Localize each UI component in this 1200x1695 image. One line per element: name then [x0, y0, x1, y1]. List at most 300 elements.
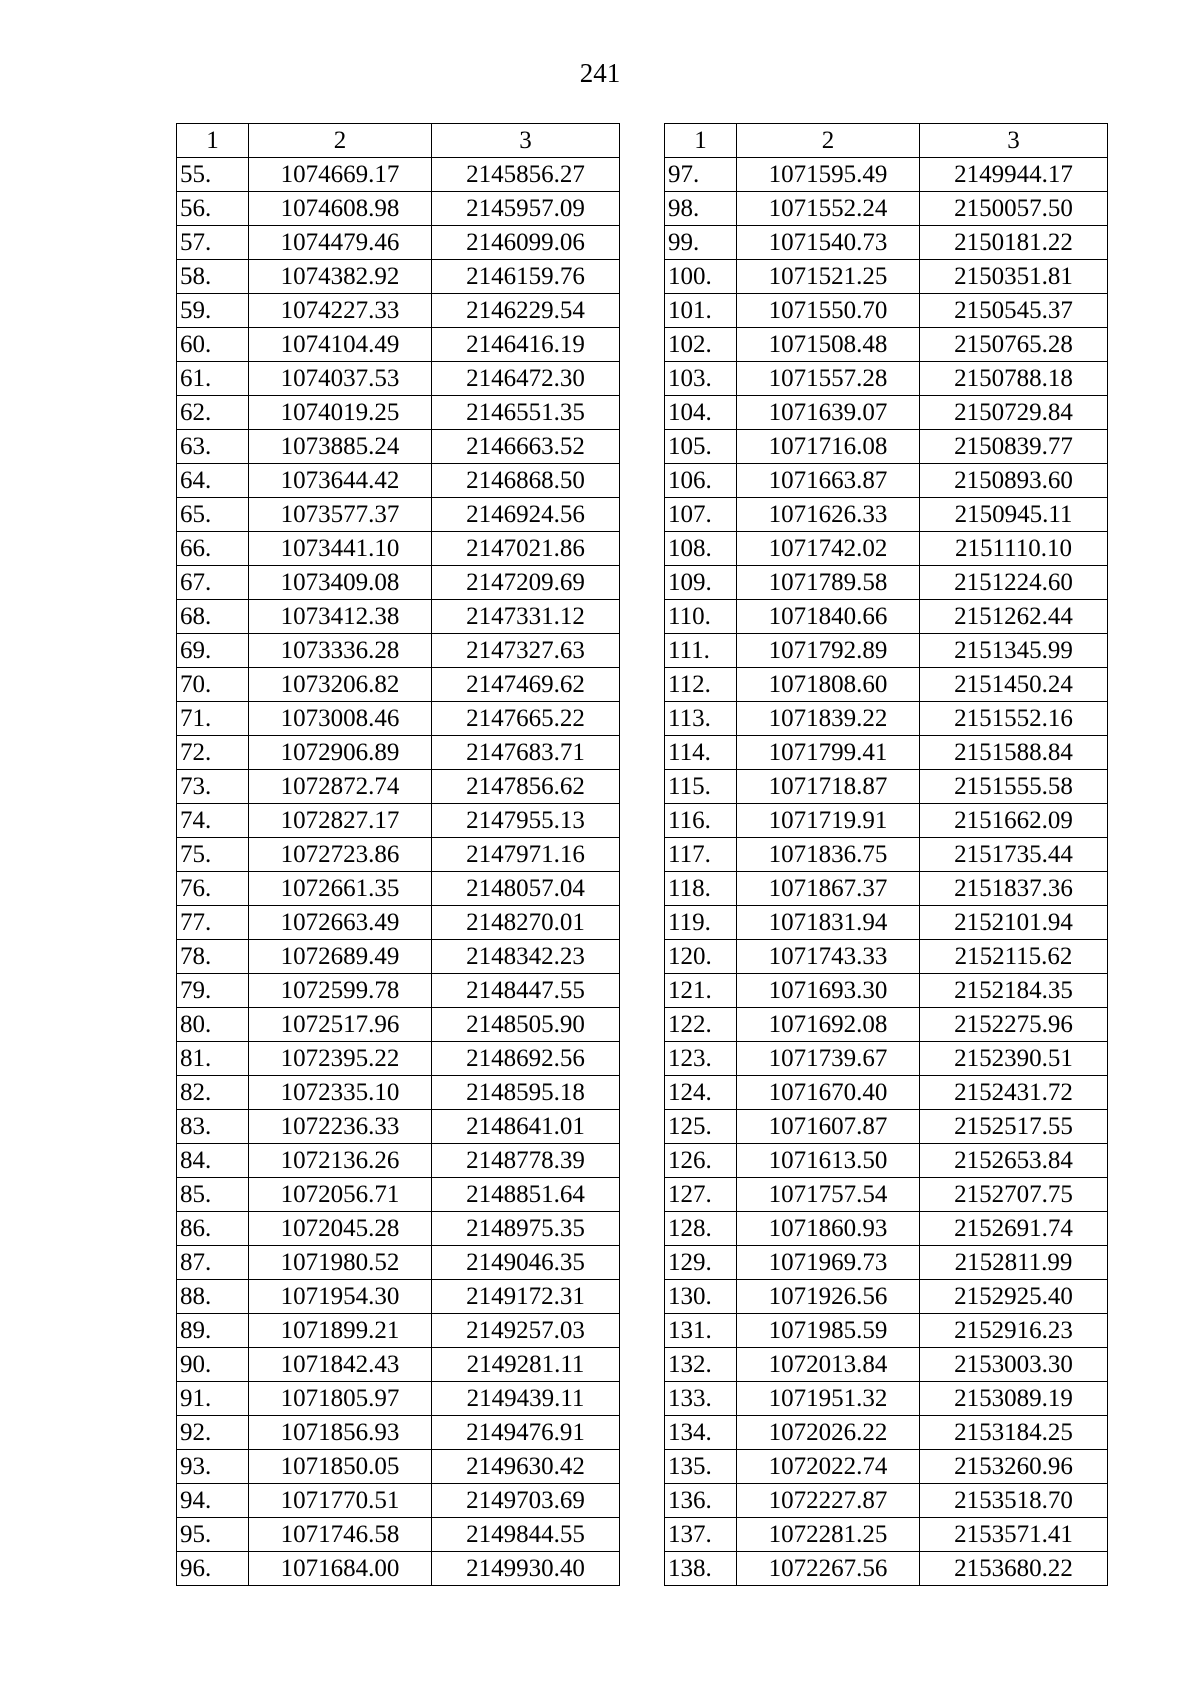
table-row — [177, 1314, 620, 1348]
point-number-cell: 100. — [665, 260, 737, 294]
coordinate-x-cell: 1071607.87 — [737, 1110, 920, 1144]
point-number-cell: 68. — [177, 600, 249, 634]
coordinate-y-cell: 2146868.50 — [432, 464, 620, 498]
table-row — [665, 804, 1108, 838]
table-row — [177, 1144, 620, 1178]
table-row — [665, 872, 1108, 906]
coordinate-y-cell: 2150181.22 — [920, 226, 1108, 260]
coordinate-y-cell: 2147856.62 — [432, 770, 620, 804]
coordinate-x-cell: 1071839.22 — [737, 702, 920, 736]
table-header-row — [665, 124, 1108, 158]
coordinate-y-cell: 2146551.35 — [432, 396, 620, 430]
coordinate-y-cell: 2148270.01 — [432, 906, 620, 940]
coordinate-y-cell: 2152925.40 — [920, 1280, 1108, 1314]
coordinate-x-cell: 1071557.28 — [737, 362, 920, 396]
coordinate-y-cell: 2150945.11 — [920, 498, 1108, 532]
coordinate-x-cell: 1072661.35 — [249, 872, 432, 906]
coordinate-x-cell: 1074037.53 — [249, 362, 432, 396]
coordinate-y-cell: 2147683.71 — [432, 736, 620, 770]
coordinate-x-cell: 1072281.25 — [737, 1518, 920, 1552]
point-number-cell: 85. — [177, 1178, 249, 1212]
table-row — [177, 804, 620, 838]
point-number-cell: 80. — [177, 1008, 249, 1042]
table-row — [665, 226, 1108, 260]
coordinate-x-cell: 1071850.05 — [249, 1450, 432, 1484]
point-number-cell: 74. — [177, 804, 249, 838]
table-row — [665, 532, 1108, 566]
coordinate-y-cell: 2149257.03 — [432, 1314, 620, 1348]
coordinate-x-cell: 1074608.98 — [249, 192, 432, 226]
point-number-cell: 128. — [665, 1212, 737, 1246]
coordinate-y-cell: 2151588.84 — [920, 736, 1108, 770]
point-number-cell: 84. — [177, 1144, 249, 1178]
coordinate-x-cell: 1071757.54 — [737, 1178, 920, 1212]
coordinate-y-cell: 2149281.11 — [432, 1348, 620, 1382]
table-row — [665, 362, 1108, 396]
point-number-cell: 70. — [177, 668, 249, 702]
table-row — [665, 940, 1108, 974]
point-number-cell: 105. — [665, 430, 737, 464]
coordinate-x-cell: 1071692.08 — [737, 1008, 920, 1042]
point-number-cell: 91. — [177, 1382, 249, 1416]
coordinate-y-cell: 2151837.36 — [920, 872, 1108, 906]
coordinate-x-cell: 1071550.70 — [737, 294, 920, 328]
coordinate-y-cell: 2146924.56 — [432, 498, 620, 532]
point-number-cell: 122. — [665, 1008, 737, 1042]
coordinate-x-cell: 1071789.58 — [737, 566, 920, 600]
point-number-cell: 76. — [177, 872, 249, 906]
table-row — [177, 532, 620, 566]
coordinate-x-cell: 1072663.49 — [249, 906, 432, 940]
coordinate-y-cell: 2150893.60 — [920, 464, 1108, 498]
table-row — [665, 668, 1108, 702]
coordinate-x-cell: 1071954.30 — [249, 1280, 432, 1314]
coordinate-x-cell: 1071899.21 — [249, 1314, 432, 1348]
coordinate-x-cell: 1071613.50 — [737, 1144, 920, 1178]
table-row — [177, 1382, 620, 1416]
point-number-cell: 129. — [665, 1246, 737, 1280]
table-row — [665, 1042, 1108, 1076]
table-row — [665, 1348, 1108, 1382]
coordinate-y-cell: 2152101.94 — [920, 906, 1108, 940]
coordinate-y-cell: 2151110.10 — [920, 532, 1108, 566]
table-row — [177, 702, 620, 736]
point-number-cell: 131. — [665, 1314, 737, 1348]
table-row — [665, 974, 1108, 1008]
coordinate-x-cell: 1072236.33 — [249, 1110, 432, 1144]
coordinate-y-cell: 2151552.16 — [920, 702, 1108, 736]
coordinate-y-cell: 2151555.58 — [920, 770, 1108, 804]
table-row — [177, 158, 620, 192]
table-row — [177, 906, 620, 940]
coordinate-x-cell: 1071842.43 — [249, 1348, 432, 1382]
coordinate-x-cell: 1074019.25 — [249, 396, 432, 430]
table-row — [665, 192, 1108, 226]
coordinate-y-cell: 2150351.81 — [920, 260, 1108, 294]
table-row — [177, 566, 620, 600]
point-number-cell: 93. — [177, 1450, 249, 1484]
coordinate-x-cell: 1071980.52 — [249, 1246, 432, 1280]
coordinate-x-cell: 1071969.73 — [737, 1246, 920, 1280]
table-row — [665, 736, 1108, 770]
coordinate-y-cell: 2146099.06 — [432, 226, 620, 260]
table-row — [177, 1246, 620, 1280]
coordinate-x-cell: 1072395.22 — [249, 1042, 432, 1076]
coordinate-x-cell: 1071831.94 — [737, 906, 920, 940]
table-row — [665, 838, 1108, 872]
point-number-cell: 116. — [665, 804, 737, 838]
point-number-cell: 136. — [665, 1484, 737, 1518]
coordinate-x-cell: 1071719.91 — [737, 804, 920, 838]
point-number-cell: 104. — [665, 396, 737, 430]
table-row — [665, 464, 1108, 498]
column-header: 2 — [737, 124, 920, 158]
coordinate-y-cell: 2147665.22 — [432, 702, 620, 736]
coordinate-x-cell: 1071805.97 — [249, 1382, 432, 1416]
coordinate-x-cell: 1073336.28 — [249, 634, 432, 668]
coordinate-y-cell: 2145856.27 — [432, 158, 620, 192]
point-number-cell: 56. — [177, 192, 249, 226]
coordinate-x-cell: 1071746.58 — [249, 1518, 432, 1552]
point-number-cell: 124. — [665, 1076, 737, 1110]
table-row — [665, 1484, 1108, 1518]
point-number-cell: 75. — [177, 838, 249, 872]
point-number-cell: 71. — [177, 702, 249, 736]
coordinate-y-cell: 2150839.77 — [920, 430, 1108, 464]
coordinate-y-cell: 2150788.18 — [920, 362, 1108, 396]
table-row — [177, 634, 620, 668]
point-number-cell: 103. — [665, 362, 737, 396]
table-row — [177, 1008, 620, 1042]
coordinate-x-cell: 1074382.92 — [249, 260, 432, 294]
point-number-cell: 87. — [177, 1246, 249, 1280]
coordinate-y-cell: 2149476.91 — [432, 1416, 620, 1450]
table-row — [665, 1246, 1108, 1280]
point-number-cell: 110. — [665, 600, 737, 634]
coordinate-y-cell: 2147955.13 — [432, 804, 620, 838]
table-row — [665, 906, 1108, 940]
coordinate-y-cell: 2146229.54 — [432, 294, 620, 328]
point-number-cell: 101. — [665, 294, 737, 328]
point-number-cell: 58. — [177, 260, 249, 294]
table-row — [665, 328, 1108, 362]
coordinate-y-cell: 2148505.90 — [432, 1008, 620, 1042]
coordinate-y-cell: 2152916.23 — [920, 1314, 1108, 1348]
coordinate-y-cell: 2146472.30 — [432, 362, 620, 396]
coordinate-x-cell: 1072013.84 — [737, 1348, 920, 1382]
point-number-cell: 138. — [665, 1552, 737, 1586]
coordinate-x-cell: 1072827.17 — [249, 804, 432, 838]
table-row — [177, 192, 620, 226]
coordinate-x-cell: 1072136.26 — [249, 1144, 432, 1178]
table-row — [177, 1348, 620, 1382]
point-number-cell: 94. — [177, 1484, 249, 1518]
coordinate-y-cell: 2153680.22 — [920, 1552, 1108, 1586]
coordinate-x-cell: 1071684.00 — [249, 1552, 432, 1586]
coordinate-y-cell: 2148851.64 — [432, 1178, 620, 1212]
coordinate-x-cell: 1072723.86 — [249, 838, 432, 872]
coordinate-x-cell: 1072599.78 — [249, 974, 432, 1008]
table-row — [177, 396, 620, 430]
coordinate-y-cell: 2152653.84 — [920, 1144, 1108, 1178]
coordinate-y-cell: 2152275.96 — [920, 1008, 1108, 1042]
table-row — [665, 1450, 1108, 1484]
coordinate-y-cell: 2151345.99 — [920, 634, 1108, 668]
table-row — [177, 1076, 620, 1110]
coordinate-x-cell: 1071595.49 — [737, 158, 920, 192]
coordinate-x-cell: 1071867.37 — [737, 872, 920, 906]
coordinate-y-cell: 2148975.35 — [432, 1212, 620, 1246]
table-row — [665, 1076, 1108, 1110]
table-row — [665, 430, 1108, 464]
table-row — [665, 600, 1108, 634]
coordinate-y-cell: 2146159.76 — [432, 260, 620, 294]
coordinate-y-cell: 2151262.44 — [920, 600, 1108, 634]
table-row — [177, 1280, 620, 1314]
table-row — [177, 1518, 620, 1552]
table-row — [665, 1110, 1108, 1144]
coordinate-y-cell: 2147971.16 — [432, 838, 620, 872]
coordinate-y-cell: 2146416.19 — [432, 328, 620, 362]
column-header: 2 — [249, 124, 432, 158]
coordinate-y-cell: 2148447.55 — [432, 974, 620, 1008]
coordinate-y-cell: 2148692.56 — [432, 1042, 620, 1076]
table-row — [177, 770, 620, 804]
table-row — [177, 872, 620, 906]
coordinate-x-cell: 1071840.66 — [737, 600, 920, 634]
coordinate-x-cell: 1071836.75 — [737, 838, 920, 872]
point-number-cell: 99. — [665, 226, 737, 260]
point-number-cell: 119. — [665, 906, 737, 940]
coordinate-x-cell: 1071792.89 — [737, 634, 920, 668]
coordinate-y-cell: 2149944.17 — [920, 158, 1108, 192]
coordinate-x-cell: 1072022.74 — [737, 1450, 920, 1484]
point-number-cell: 64. — [177, 464, 249, 498]
coordinate-y-cell: 2151662.09 — [920, 804, 1108, 838]
coordinate-y-cell: 2153260.96 — [920, 1450, 1108, 1484]
point-number-cell: 113. — [665, 702, 737, 736]
table-row — [177, 940, 620, 974]
coordinate-y-cell: 2149439.11 — [432, 1382, 620, 1416]
point-number-cell: 90. — [177, 1348, 249, 1382]
coordinate-x-cell: 1072689.49 — [249, 940, 432, 974]
coordinate-x-cell: 1073008.46 — [249, 702, 432, 736]
table-row — [177, 1416, 620, 1450]
point-number-cell: 72. — [177, 736, 249, 770]
coordinate-x-cell: 1071743.33 — [737, 940, 920, 974]
coordinate-y-cell: 2152811.99 — [920, 1246, 1108, 1280]
coordinate-x-cell: 1071639.07 — [737, 396, 920, 430]
point-number-cell: 115. — [665, 770, 737, 804]
table-row — [665, 1416, 1108, 1450]
coordinate-x-cell: 1071856.93 — [249, 1416, 432, 1450]
table-row — [177, 838, 620, 872]
point-number-cell: 108. — [665, 532, 737, 566]
point-number-cell: 79. — [177, 974, 249, 1008]
table-row — [177, 260, 620, 294]
point-number-cell: 97. — [665, 158, 737, 192]
point-number-cell: 106. — [665, 464, 737, 498]
table-row — [665, 396, 1108, 430]
table-row — [177, 736, 620, 770]
point-number-cell: 81. — [177, 1042, 249, 1076]
coordinate-y-cell: 2149703.69 — [432, 1484, 620, 1518]
point-number-cell: 117. — [665, 838, 737, 872]
table-header-row — [177, 124, 620, 158]
coordinate-x-cell: 1073412.38 — [249, 600, 432, 634]
table-row — [177, 1110, 620, 1144]
coordinate-x-cell: 1071926.56 — [737, 1280, 920, 1314]
coordinate-y-cell: 2147327.63 — [432, 634, 620, 668]
coordinate-x-cell: 1072056.71 — [249, 1178, 432, 1212]
table-row — [177, 668, 620, 702]
coordinate-x-cell: 1072517.96 — [249, 1008, 432, 1042]
table-row — [177, 1484, 620, 1518]
table-row — [665, 1178, 1108, 1212]
table-row — [177, 974, 620, 1008]
table-row — [177, 1042, 620, 1076]
table-row — [177, 362, 620, 396]
coordinate-y-cell: 2151450.24 — [920, 668, 1108, 702]
coordinate-y-cell: 2148595.18 — [432, 1076, 620, 1110]
point-number-cell: 126. — [665, 1144, 737, 1178]
coordinate-y-cell: 2149046.35 — [432, 1246, 620, 1280]
coordinate-y-cell: 2153003.30 — [920, 1348, 1108, 1382]
coordinate-x-cell: 1073885.24 — [249, 430, 432, 464]
coordinates-table-left — [176, 123, 620, 1586]
coordinate-y-cell: 2147469.62 — [432, 668, 620, 702]
coordinate-y-cell: 2147331.12 — [432, 600, 620, 634]
point-number-cell: 59. — [177, 294, 249, 328]
coordinate-x-cell: 1072227.87 — [737, 1484, 920, 1518]
point-number-cell: 133. — [665, 1382, 737, 1416]
coordinate-x-cell: 1071799.41 — [737, 736, 920, 770]
point-number-cell: 107. — [665, 498, 737, 532]
coordinate-y-cell: 2149930.40 — [432, 1552, 620, 1586]
point-number-cell: 69. — [177, 634, 249, 668]
coordinate-x-cell: 1071742.02 — [737, 532, 920, 566]
point-number-cell: 55. — [177, 158, 249, 192]
point-number-cell: 98. — [665, 192, 737, 226]
table-row — [665, 1382, 1108, 1416]
coordinate-y-cell: 2152431.72 — [920, 1076, 1108, 1110]
coordinate-y-cell: 2150057.50 — [920, 192, 1108, 226]
coordinate-y-cell: 2152184.35 — [920, 974, 1108, 1008]
point-number-cell: 82. — [177, 1076, 249, 1110]
point-number-cell: 111. — [665, 634, 737, 668]
point-number-cell: 135. — [665, 1450, 737, 1484]
coordinate-x-cell: 1072872.74 — [249, 770, 432, 804]
coordinate-y-cell: 2149630.42 — [432, 1450, 620, 1484]
column-header: 3 — [432, 124, 620, 158]
point-number-cell: 88. — [177, 1280, 249, 1314]
table-row — [177, 1178, 620, 1212]
point-number-cell: 57. — [177, 226, 249, 260]
coordinate-x-cell: 1071770.51 — [249, 1484, 432, 1518]
page-number: 241 — [579, 58, 621, 88]
coordinate-x-cell: 1071808.60 — [737, 668, 920, 702]
table-row — [177, 464, 620, 498]
point-number-cell: 67. — [177, 566, 249, 600]
point-number-cell: 78. — [177, 940, 249, 974]
coordinate-x-cell: 1073577.37 — [249, 498, 432, 532]
point-number-cell: 123. — [665, 1042, 737, 1076]
coordinate-x-cell: 1071860.93 — [737, 1212, 920, 1246]
coordinate-x-cell: 1072906.89 — [249, 736, 432, 770]
coordinate-y-cell: 2153571.41 — [920, 1518, 1108, 1552]
table-row — [177, 1552, 620, 1586]
point-number-cell: 62. — [177, 396, 249, 430]
coordinate-y-cell: 2150765.28 — [920, 328, 1108, 362]
coordinate-x-cell: 1071540.73 — [737, 226, 920, 260]
table-row — [665, 1212, 1108, 1246]
table-row — [177, 226, 620, 260]
table-row — [665, 294, 1108, 328]
coordinate-y-cell: 2148641.01 — [432, 1110, 620, 1144]
point-number-cell: 83. — [177, 1110, 249, 1144]
coordinate-x-cell: 1073206.82 — [249, 668, 432, 702]
coordinate-x-cell: 1074669.17 — [249, 158, 432, 192]
column-header: 3 — [920, 124, 1108, 158]
coordinate-x-cell: 1072335.10 — [249, 1076, 432, 1110]
coordinate-y-cell: 2147209.69 — [432, 566, 620, 600]
point-number-cell: 130. — [665, 1280, 737, 1314]
coordinate-x-cell: 1072267.56 — [737, 1552, 920, 1586]
point-number-cell: 95. — [177, 1518, 249, 1552]
point-number-cell: 89. — [177, 1314, 249, 1348]
table-row — [177, 600, 620, 634]
point-number-cell: 118. — [665, 872, 737, 906]
coordinate-y-cell: 2152691.74 — [920, 1212, 1108, 1246]
table-row — [665, 634, 1108, 668]
point-number-cell: 63. — [177, 430, 249, 464]
point-number-cell: 121. — [665, 974, 737, 1008]
point-number-cell: 73. — [177, 770, 249, 804]
coordinate-y-cell: 2145957.09 — [432, 192, 620, 226]
coordinate-y-cell: 2153184.25 — [920, 1416, 1108, 1450]
coordinate-y-cell: 2152115.62 — [920, 940, 1108, 974]
coordinate-x-cell: 1072045.28 — [249, 1212, 432, 1246]
coordinate-x-cell: 1071739.67 — [737, 1042, 920, 1076]
point-number-cell: 60. — [177, 328, 249, 362]
table-row — [665, 1314, 1108, 1348]
table-row — [665, 770, 1108, 804]
coordinate-y-cell: 2152390.51 — [920, 1042, 1108, 1076]
table-row — [177, 1212, 620, 1246]
table-row — [177, 1450, 620, 1484]
coordinate-x-cell: 1071716.08 — [737, 430, 920, 464]
table-row — [177, 498, 620, 532]
coordinate-x-cell: 1073644.42 — [249, 464, 432, 498]
coordinate-x-cell: 1074479.46 — [249, 226, 432, 260]
coordinate-x-cell: 1071718.87 — [737, 770, 920, 804]
point-number-cell: 132. — [665, 1348, 737, 1382]
coordinate-y-cell: 2148057.04 — [432, 872, 620, 906]
point-number-cell: 109. — [665, 566, 737, 600]
coordinate-x-cell: 1071951.32 — [737, 1382, 920, 1416]
point-number-cell: 66. — [177, 532, 249, 566]
coordinate-y-cell: 2148342.23 — [432, 940, 620, 974]
coordinate-x-cell: 1074104.49 — [249, 328, 432, 362]
coordinate-x-cell: 1071626.33 — [737, 498, 920, 532]
point-number-cell: 125. — [665, 1110, 737, 1144]
coordinate-x-cell: 1072026.22 — [737, 1416, 920, 1450]
coordinate-x-cell: 1073409.08 — [249, 566, 432, 600]
table-row — [665, 158, 1108, 192]
coordinate-y-cell: 2153518.70 — [920, 1484, 1108, 1518]
point-number-cell: 77. — [177, 906, 249, 940]
point-number-cell: 65. — [177, 498, 249, 532]
